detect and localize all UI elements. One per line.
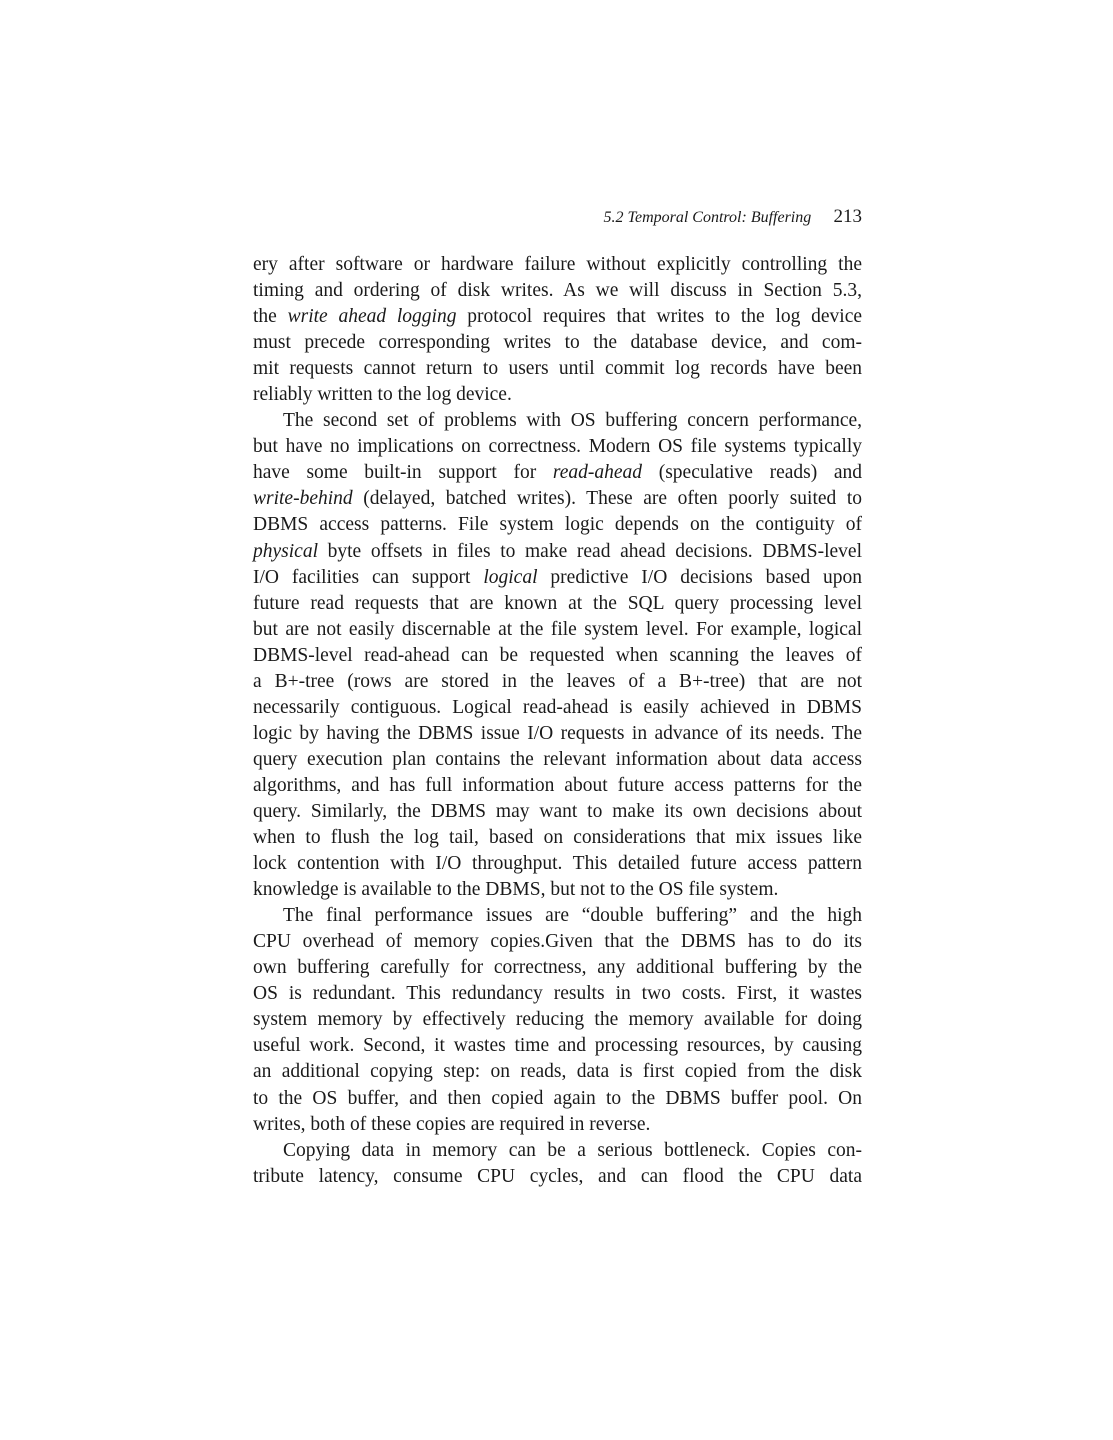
- text-line: [253, 356, 862, 382]
- text-line: [253, 1086, 862, 1112]
- text-line: [253, 1007, 862, 1033]
- text-segment: an additional copying step: on reads, data is first copied from the disk: [253, 1061, 862, 1083]
- paragraph: [253, 1138, 862, 1190]
- text-segment: algorithms, and has full information about future access patterns for the: [253, 774, 862, 796]
- text-segment: protocol requires that writes to the log device: [456, 306, 863, 328]
- paragraph: [253, 408, 862, 903]
- text-segment: reliably written to the log device.: [253, 384, 512, 406]
- text-segment: predictive I/O decisions based upon: [537, 566, 862, 588]
- emphasized-term: physical: [253, 540, 318, 562]
- section-title: 5.2 Temporal Control: Buffering: [603, 209, 812, 226]
- text-segment: own buffering carefully for correctness, any additional buffering by the: [253, 957, 862, 979]
- text-segment: future read requests that are known at the SQL query processing level: [253, 592, 862, 614]
- text-segment: system memory by effectively reducing the memory available for doing: [253, 1009, 862, 1031]
- text-line: [253, 382, 862, 408]
- text-line: [253, 643, 862, 669]
- text-segment: timing and ordering of disk writes. As we will discuss in Section 5.3,: [253, 280, 862, 302]
- text-line: [253, 539, 862, 565]
- text-line: [253, 512, 862, 538]
- text-line: [253, 330, 862, 356]
- text-segment: but are not easily discernable at the file system level. For example, logical: [253, 618, 862, 640]
- text-line: [253, 408, 862, 434]
- text-line: [253, 304, 862, 330]
- text-segment: CPU overhead of memory copies.Given that the DBMS has to do its: [253, 931, 862, 953]
- body-text: [253, 252, 862, 1190]
- text-segment: necessarily contiguous. Logical read-ahead is easily achieved in DBMS: [253, 696, 862, 718]
- text-segment: (delayed, batched writes). These are often poorly suited to: [352, 488, 862, 510]
- text-segment: the: [253, 306, 288, 328]
- text-segment: but have no implications on correctness. Modern OS file systems typically: [253, 436, 862, 458]
- paragraph: [253, 903, 862, 1137]
- text-segment: a B+-tree (rows are stored in the leaves of a B+-tree) that are not: [253, 670, 862, 692]
- text-segment: OS is redundant. This redundancy results in two costs. First, it wastes: [253, 983, 862, 1005]
- text-line: [253, 1033, 862, 1059]
- text-line: [253, 799, 862, 825]
- text-segment: knowledge is available to the DBMS, but not to the OS file system.: [253, 879, 779, 901]
- text-segment: I/O facilities can support: [253, 566, 484, 588]
- text-line: [253, 434, 862, 460]
- text-segment: (speculative reads) and: [642, 462, 863, 484]
- text-segment: byte offsets in files to make read ahead decisions. DBMS-level: [317, 540, 862, 562]
- text-segment: useful work. Second, it wastes time and processing resources, by causing: [253, 1035, 862, 1057]
- text-segment: query execution plan contains the relevant information about data access: [253, 748, 862, 770]
- text-segment: DBMS-level read-ahead can be requested when scanning the leaves of: [253, 644, 862, 666]
- text-line: [253, 1059, 862, 1085]
- text-line: [253, 565, 862, 591]
- text-line: [253, 981, 862, 1007]
- text-line: [253, 903, 862, 929]
- text-segment: mit requests cannot return to users until commit log records have been: [253, 358, 862, 380]
- running-header: [253, 206, 862, 232]
- text-line: [253, 851, 862, 877]
- text-segment: when to flush the log tail, based on considerations that mix issues like: [253, 827, 862, 849]
- text-line: [253, 695, 862, 721]
- text-segment: to the OS buffer, and then copied again to the DBMS buffer pool. On: [253, 1087, 862, 1109]
- text-line: [253, 591, 862, 617]
- text-line: [253, 747, 862, 773]
- emphasized-term: write ahead logging: [287, 306, 457, 328]
- text-line: [253, 721, 862, 747]
- text-line: [253, 773, 862, 799]
- text-segment: Copying data in memory can be a serious bottleneck. Copies con-: [283, 1139, 862, 1161]
- text-line: [253, 1164, 862, 1190]
- emphasized-term: logical: [483, 566, 538, 588]
- text-line: [253, 460, 862, 486]
- text-line: [253, 669, 862, 695]
- text-line: [253, 617, 862, 643]
- text-line: [253, 955, 862, 981]
- text-segment: tribute latency, consume CPU cycles, and can flood the CPU data: [253, 1165, 862, 1187]
- text-segment: must precede corresponding writes to the database device, and com-: [253, 332, 862, 354]
- page-number: 213: [833, 206, 862, 227]
- text-segment: writes, both of these copies are required in reverse.: [253, 1113, 651, 1135]
- text-line: [253, 278, 862, 304]
- text-line: [253, 1112, 862, 1138]
- text-segment: DBMS access patterns. File system logic depends on the contiguity of: [253, 514, 862, 536]
- text-segment: query. Similarly, the DBMS may want to make its own decisions about: [253, 800, 862, 822]
- text-segment: The second set of problems with OS buffering concern performance,: [283, 410, 862, 432]
- emphasized-term: read-ahead: [552, 462, 643, 484]
- text-segment: lock contention with I/O throughput. This detailed future access pattern: [253, 853, 862, 875]
- text-line: [253, 825, 862, 851]
- text-segment: have some built-in support for: [253, 462, 553, 484]
- text-segment: The final performance issues are “double buffering” and the high: [283, 905, 862, 927]
- text-segment: ery after software or hardware failure without explicitly controlling the: [253, 254, 862, 275]
- text-line: [253, 252, 862, 278]
- text-line: [253, 1138, 862, 1164]
- text-segment: logic by having the DBMS issue I/O requests in advance of its needs. The: [253, 722, 862, 744]
- text-line: [253, 877, 862, 903]
- emphasized-term: write-behind: [253, 488, 353, 510]
- paragraph: [253, 252, 862, 408]
- text-line: [253, 486, 862, 512]
- text-line: [253, 929, 862, 955]
